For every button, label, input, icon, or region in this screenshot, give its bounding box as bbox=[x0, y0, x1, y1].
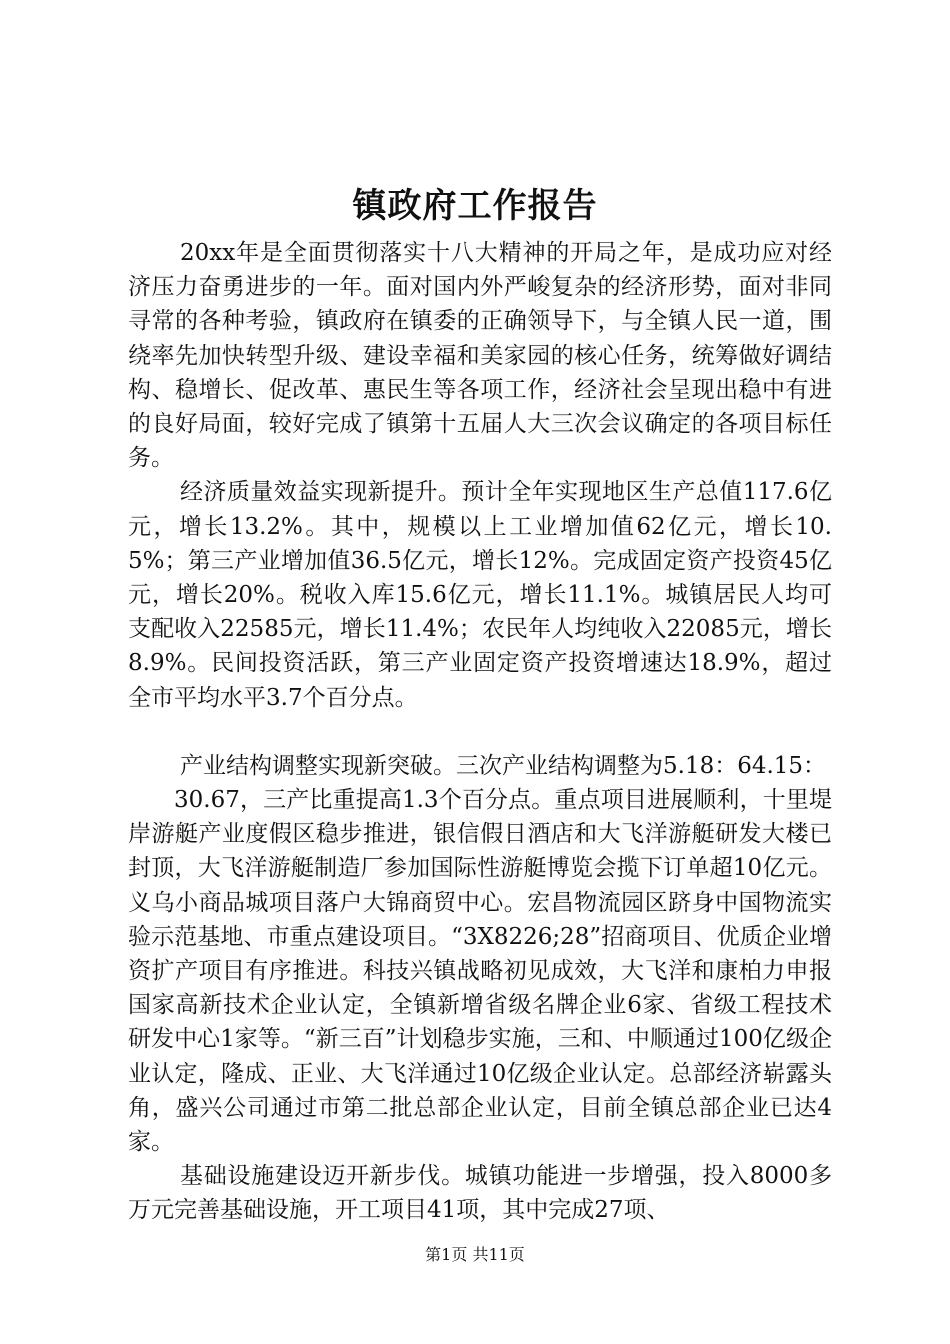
paragraph-economy: 经济质量效益实现新提升。预计全年实现地区生产总值117.6亿元，增长13.2%。其中，规模以上工业增加值62亿元，增长10.5%；第三产业增加值36.5亿元，增长12%。完成固定资产投资45亿元，增长20%。税收入库15.6亿元，增长11.1%。城镇居民人均可支配收入22585元，增长11.4%；农民年人均纯收入22085元，增长8.9%。民间投资活跃，第三产业固定资产投资增速达18.9%，超过全市平均水平3.7个百分点。 bbox=[128, 479, 832, 711]
paragraph-industry-projects: 30.67，三产比重提高1.3个百分点。重点项目进展顺利，十里堤岸游艇产业度假区稳步推进，银信假日酒店和大飞洋游艇研发大楼已封顶，大飞洋游艇制造厂参加国际性游艇博览会揽下订单超10亿元。义乌小商品城项目落户大锦商贸中心。宏昌物流园区跻身中国物流实验示范基地、市重点建设项目。“3X8226;28”招商项目、优质企业增资扩产项目有序推进。科技兴镇战略初见成效，大飞洋和康柏力申报国家高新技术企业认定，全镇新增省级名牌企业6家、省级工程技术研发中心1家等。“新三百”计划稳步实施，三和、中顺通过100亿级企业认定，隆成、正业、大飞洋通过10亿级企业认定。总部经济崭露头角，盛兴公司通过市第二批总部企业认定，目前全镇总部企业已达4家。 bbox=[128, 787, 832, 1156]
paragraph-infrastructure: 基础设施建设迈开新步伐。城镇功能进一步增强，投入8000多万元完善基础设施，开工项目41项，其中完成27项、 bbox=[128, 1163, 832, 1224]
document-body bbox=[128, 236, 832, 1228]
paragraph-gap bbox=[128, 715, 832, 749]
paragraph-industry-structure: 产业结构调整实现新突破。三次产业结构调整为5.18：64.15： bbox=[180, 752, 827, 779]
paragraph-intro: 20xx年是全面贯彻落实十八大精神的开局之年，是成功应对经济压力奋勇进步的一年。面对国内外严峻复杂的经济形势，面对非同寻常的各种考验，镇政府在镇委的正确领导下，与全镇人民一道，围绕率先加快转型升级、建设幸福和美家园的核心任务，统筹做好调结构、稳增长、促改革、惠民生等各项工作，经济社会呈现出稳中有进的良好局面，较好完成了镇第十五届人大三次会议确定的各项目标任务。 bbox=[128, 240, 832, 472]
page-number: 第1页 共11页 bbox=[425, 1245, 525, 1264]
document-title: 镇政府工作报告 bbox=[352, 186, 598, 226]
